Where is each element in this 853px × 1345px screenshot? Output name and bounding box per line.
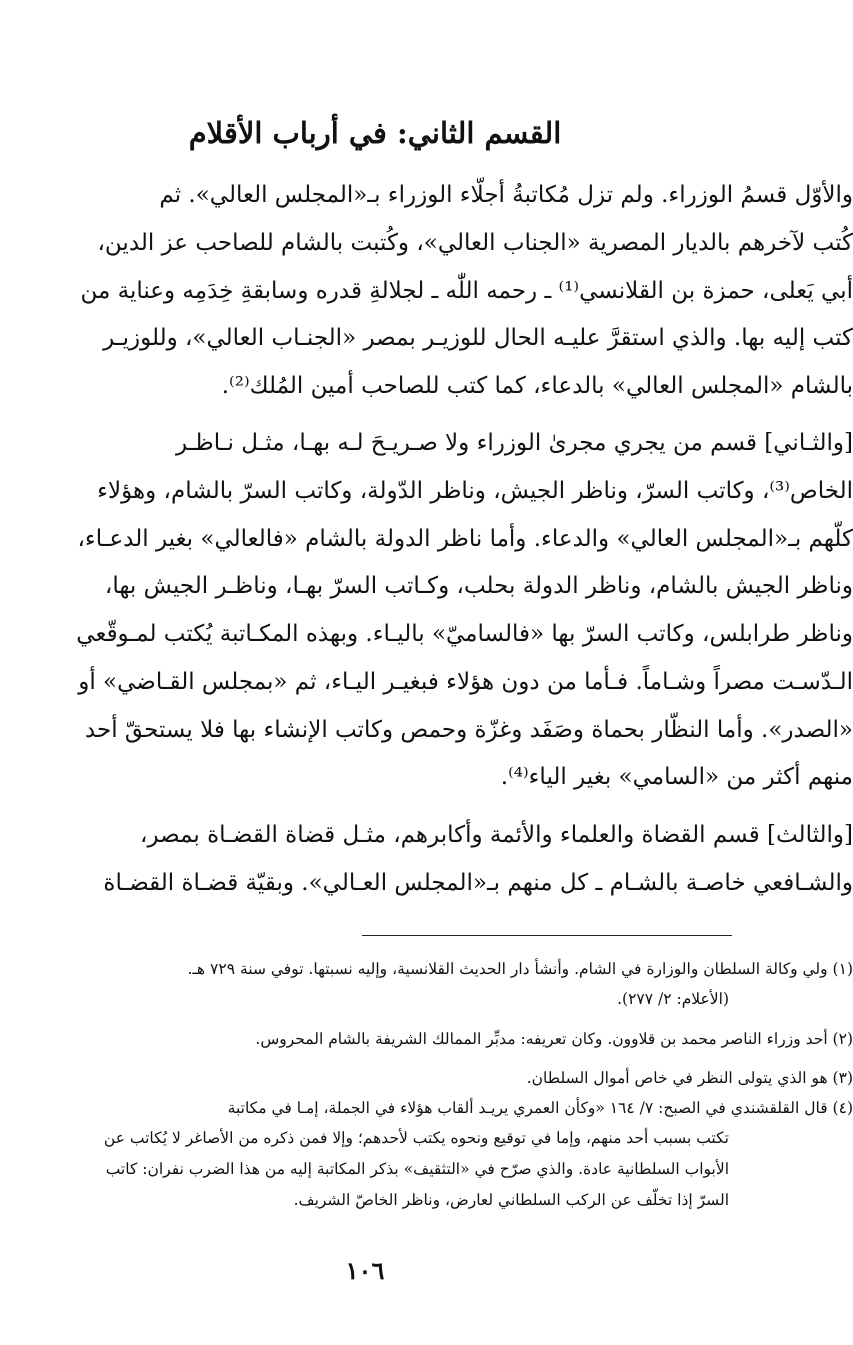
footnote-separator (362, 935, 732, 936)
footnote-line: (٤) قال القلقشندي في الصبح: ٧/ ١٦٤ «وكأن العمري يريـد ألقاب هؤلاء في الجملة، إمـا في مكاتبة (227, 1099, 853, 1117)
body-line: الـدّسـت مصراً وشـاماً. فـأما من دون هؤلاء فبغيـر اليـاء، ثم «بمجلس القـاضي» أو (78, 669, 853, 695)
body-line: كتب إليه بها. والذي استقرَّ عليـه الحال للوزيـر بمصر «الجنـاب العالي»، وللوزيـر (103, 325, 853, 351)
body-line: منهم أكثر من «السامي» بغير الياء⁽⁴⁾. (500, 764, 853, 790)
body-line: وناظر الجيش بالشام، وناظر الدولة بحلب، وكـاتب السرّ بهـا، وناظـر الجيش بها، (104, 573, 853, 599)
body-line: كُتب لآخرهم بالديار المصرية «الجناب العالي»، وكُتبت بالشام للصاحب عز الدين، (97, 230, 853, 256)
body-line: بالشام «المجلس العالي» بالدعاء، كما كتب للصاحب أمين المُلك⁽²⁾. (221, 373, 853, 399)
body-line: كلّهم بـ«المجلس العالي» والدعاء. وأما ناظر الدولة بالشام «فالعالي» بغير الدعـاء، (77, 526, 853, 552)
footnote-line: (١) ولي وكالة السلطان والوزارة في الشام. وأنشأ دار الحديث القلانسية، وإليه نسبتها. توفي سنة ٧٢٩ هـ. (187, 960, 853, 978)
section-heading: القسم الثاني: في أرباب الأقلام (188, 116, 562, 150)
body-line: [والثـاني] قسم من يجري مجرىٰ الوزراء ولا صـريـحَ لـه بهـا، مثـل نـاظـر (176, 430, 853, 456)
body-line: أبي يَعلى، حمزة بن القلانسي⁽¹⁾ ـ رحمه اللّٰه ـ لجلالةِ قدره وسابقةِ خِدَمِه وعناية من (80, 278, 853, 304)
body-line: «الصدر». وأما النظّار بحماة وصَفَد وغزّة وحمص وكاتب الإنشاء بها فلا يستحقّ أحد (84, 717, 853, 743)
footnote-line: (٣) هو الذي يتولى النظر في خاص أموال السلطان. (526, 1069, 853, 1087)
footnote-line: (الأعلام: ٢/ ٢٧٧). (617, 990, 729, 1008)
footnote-line: السرّ إذا تخلّف عن الركب السلطاني لعارض، وناظر الخاصّ الشريف. (293, 1191, 729, 1209)
footnote-line: تكتب بسبب أحد منهم، وإما في توقيع ونحوه يكتب لأحدهم؛ وإلا فمن ذكره من الأصاغر لا يُكاتب عن (103, 1129, 729, 1147)
footnote-line: (٢) أحد وزراء الناصر محمد بن قلاوون. وكان تعريفه: مدبِّر الممالك الشريفة بالشام المحروس. (255, 1030, 853, 1048)
body-line: والأوّل قسمُ الوزراء. ولم تزل مُكاتبةُ أجلّاء الوزراء بـ«المجلس العالي». ثم (159, 182, 853, 208)
body-line: الخاص⁽³⁾، وكاتب السرّ، وناظر الجيش، وناظر الدّولة، وكاتب السرّ بالشام، وهؤلاء (97, 478, 853, 504)
body-line: والشـافعي خاصـة بالشـام ـ كل منهم بـ«المجلس العـالي». وبقيّة قضـاة القضـاة (103, 870, 853, 896)
body-line: وناظر طرابلس، وكاتب السرّ بها «فالساميّ» باليـاء. وبهذه المكـاتبة يُكتب لمـوقّعي (76, 621, 853, 647)
footnote-line: الأبواب السلطانية عادة. والذي صرّح في «التثقيف» بذكر المكاتبة إليه من هذا الضرب نفران: كاتب (105, 1160, 729, 1178)
body-line: [والثالث] قسم القضاة والعلماء والأئمة وأكابرهم، مثـل قضاة القضـاة بمصر، (140, 822, 853, 848)
page-number: ١٠٦ (345, 1256, 385, 1285)
